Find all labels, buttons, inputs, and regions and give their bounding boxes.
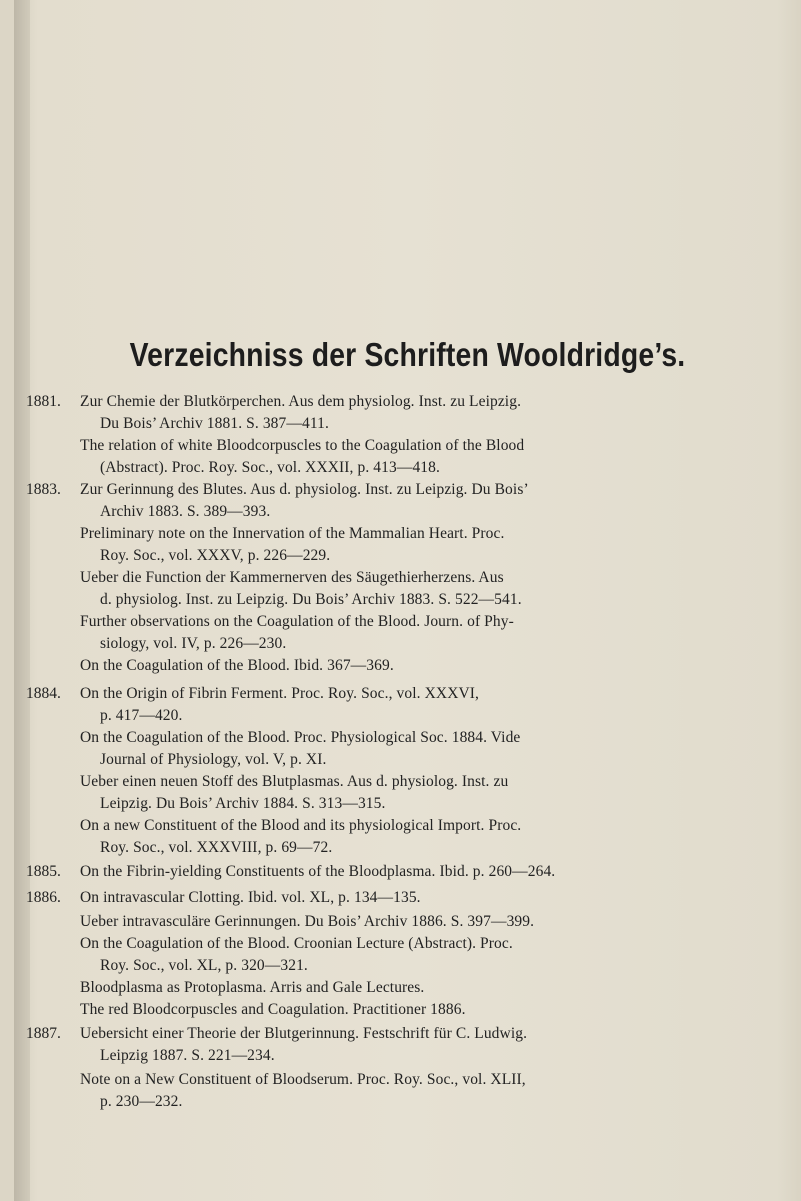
entry-line: On the Coagulation of the Blood. Proc. Physiological Soc. 1884. Vide <box>80 729 521 746</box>
entry-continuation-line: siology, vol. IV, p. 226—230. <box>100 635 287 652</box>
entry-year: 1885. <box>26 863 61 880</box>
entry-continuation-line: p. 230—232. <box>100 1093 183 1110</box>
entry-continuation-line: p. 417—420. <box>100 707 183 724</box>
entry-line: The relation of white Bloodcorpuscles to the Coagulation of the Blood <box>80 437 525 454</box>
entry-line: The red Bloodcorpuscles and Coagulation. Practitioner 1886. <box>80 1001 466 1018</box>
entry-line: Ueber die Function der Kammernerven des Säugethierherzens. Aus <box>80 569 504 586</box>
entry-line: Ueber intravasculäre Gerinnungen. Du Bois’ Archiv 1886. S. 397—399. <box>80 913 535 930</box>
entry-year: 1883. <box>26 481 61 498</box>
entry-line: Ueber einen neuen Stoff des Blutplasmas. Aus d. physiolog. Inst. zu <box>80 773 509 790</box>
entry-continuation-line: Archiv 1883. S. 389—393. <box>100 503 271 520</box>
entry-line: Zur Gerinnung des Blutes. Aus d. physiolog. Inst. zu Leipzig. Du Bois’ <box>80 481 529 498</box>
entry-line: On a new Constituent of the Blood and its physiological Import. Proc. <box>80 817 522 834</box>
page-spine-shadow <box>14 0 30 1201</box>
entry-continuation-line: Roy. Soc., vol. XL, p. 320—321. <box>100 957 308 974</box>
entry-continuation-line: Leipzig. Du Bois’ Archiv 1884. S. 313—315. <box>100 795 386 812</box>
entry-continuation-line: Leipzig 1887. S. 221—234. <box>100 1047 275 1064</box>
entry-continuation-line: Du Bois’ Archiv 1881. S. 387—411. <box>100 415 329 432</box>
entry-continuation-line: d. physiolog. Inst. zu Leipzig. Du Bois’ Archiv 1883. S. 522—541. <box>100 591 522 608</box>
entry-line: Preliminary note on the Innervation of the Mammalian Heart. Proc. <box>80 525 505 542</box>
entry-line: Bloodplasma as Protoplasma. Arris and Gale Lectures. <box>80 979 425 996</box>
entry-line: On intravascular Clotting. Ibid. vol. XL, p. 134—135. <box>80 889 421 906</box>
entry-line: On the Fibrin-yielding Constituents of the Bloodplasma. Ibid. p. 260—264. <box>80 863 556 880</box>
book-page <box>14 0 801 1201</box>
entry-year: 1881. <box>26 393 61 410</box>
entry-line: Uebersicht einer Theorie der Blutgerinnung. Festschrift für C. Ludwig. <box>80 1025 528 1042</box>
entry-year: 1884. <box>26 685 61 702</box>
entry-line: Further observations on the Coagulation of the Blood. Journ. of Phy- <box>80 613 514 630</box>
entry-line: On the Coagulation of the Blood. Croonian Lecture (Abstract). Proc. <box>80 935 513 952</box>
entry-year: 1887. <box>26 1025 61 1042</box>
entry-continuation-line: Journal of Physiology, vol. V, p. XI. <box>100 751 327 768</box>
entry-year: 1886. <box>26 889 61 906</box>
entry-line: On the Coagulation of the Blood. Ibid. 367—369. <box>80 657 394 674</box>
entry-continuation-line: Roy. Soc., vol. XXXV, p. 226—229. <box>100 547 331 564</box>
entry-line: On the Origin of Fibrin Ferment. Proc. Roy. Soc., vol. XXXVI, <box>80 685 480 702</box>
entry-line: Note on a New Constituent of Bloodserum. Proc. Roy. Soc., vol. XLII, <box>80 1071 526 1088</box>
entry-continuation-line: Roy. Soc., vol. XXXVIII, p. 69—72. <box>100 839 333 856</box>
entry-continuation-line: (Abstract). Proc. Roy. Soc., vol. XXXII, p. 413—418. <box>100 459 440 476</box>
page-title: Verzeichniss der Schriften Wooldridge’s. <box>129 336 686 373</box>
entry-line: Zur Chemie der Blutkörperchen. Aus dem physiolog. Inst. zu Leipzig. <box>80 393 522 410</box>
